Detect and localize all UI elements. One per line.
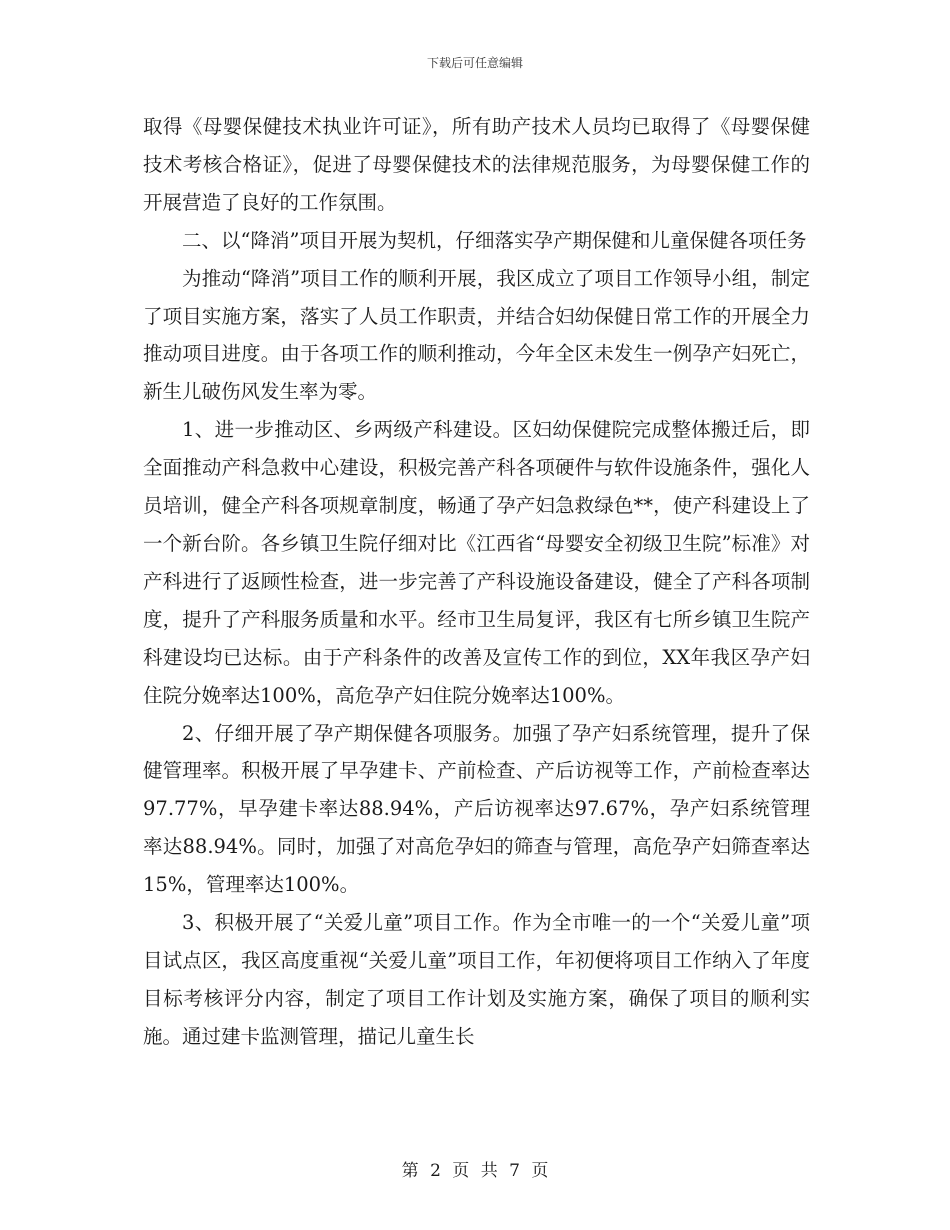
page-header-note: 下载后可任意编辑 [426,56,523,70]
paragraph-item-2: 2、仔细开展了孕产期保健各项服务。加强了孕产妇系统管理，提升了保健管理率。积极开展了早孕建卡、产前检查、产后访视等工作，产前检查率达97.77%，早孕建卡率达88.94%，产后访视率达97.67%，孕产妇系统管理率达88.94%。同时，加强了对高危孕妇的筛查与管理，高危孕产妇筛查率达15%，管理率达100%。 [143,721,810,897]
document-body [143,108,810,1056]
section-heading-2: 二、以“降消”项目开展为契机，仔细落实孕产期保健和儿童保健各项任务 [182,228,807,252]
paragraph-project-overview: 为推动“降消”项目工作的顺利开展，我区成立了项目工作领导小组，制定了项目实施方案，落实了人员工作职责，并结合妇幼保健日常工作的开展全力推动项目进度。由于各项工作的顺利推动，今年全区未发生一例孕产妇死亡，新生儿破伤风发生率为零。 [143,266,810,404]
paragraph-continuation: 取得《母婴保健技术执业许可证》，所有助产技术人员均已取得了《母婴保健技术考核合格证》，促进了母婴保健技术的法律规范服务，为母婴保健工作的开展营造了良好的工作氛围。 [143,115,810,214]
paragraph-item-1: 1、进一步推动区、乡两级产科建设。区妇幼保健院完成整体搬迁后，即全面推动产科急救中心建设，积极完善产科各项硬件与软件设施条件，强化人员培训，健全产科各项规章制度，畅通了孕产妇急救绿色**，使产科建设上了一个新台阶。各乡镇卫生院仔细对比《江西省“母婴安全初级卫生院”标准》对产科进行了返顾性检查，进一步完善了产科设施设备建设，健全了产科各项制度，提升了产科服务质量和水平。经市卫生局复评，我区有七所乡镇卫生院产科建设均已达标。由于产科条件的改善及宣传工作的到位，XX年我区孕产妇住院分娩率达100%，高危孕产妇住院分娩率达100%。 [143,418,810,707]
page-number-footer: 第 2 页 共 7 页 [401,1161,549,1181]
paragraph-item-3: 3、积极开展了“关爱儿童”项目工作。作为全市唯一的一个“关爱儿童”项目试点区，我区高度重视“关爱儿童”项目工作，年初便将项目工作纳入了年度目标考核评分内容，制定了项目工作计划及实施方案，确保了项目的顺利实施。通过建卡监测管理，描记儿童生长 [143,911,810,1048]
